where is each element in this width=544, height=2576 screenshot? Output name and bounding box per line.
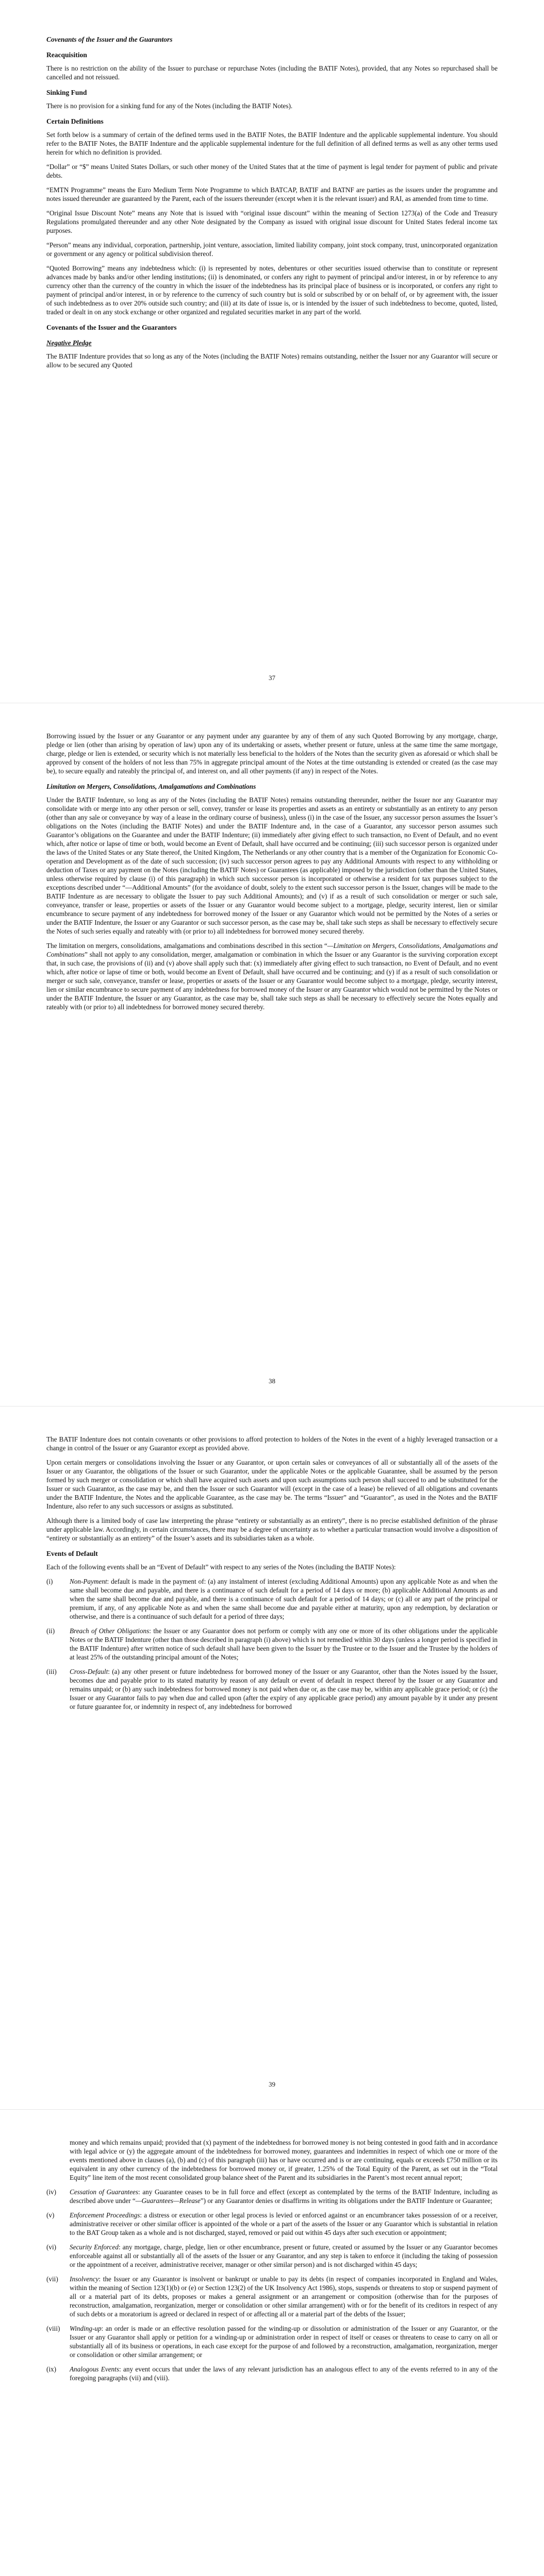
clause-number: (v) bbox=[46, 2211, 55, 2219]
definitions-intro: Set forth below is a summary of certain of the defined terms used in the BATIF Notes, the BATIF Indenture and the applicable supplemental indenture. You should refer to the BATIF Notes, the BATIF Indenture and the applicable supplemental indenture for the full definition of all defined terms as well as any other terms used herein for which no definition is provided. bbox=[46, 131, 498, 156]
default-clause-cessation bbox=[46, 2188, 498, 2205]
page-37 bbox=[0, 0, 544, 703]
clause-text: : the Issuer or any Guarantor does not perform or comply with any one or more of its other obligations under the applicable Notes or the BATIF Indenture (other than those described in paragraph (i) above) which is not remedied within 30 days (unless a longer period is specified in the BATIF Indenture) after written notice of such default shall have been given to the Issuer by the Trustee or to the Issuer and the Trustee by the holders of at least 25% of the outstanding principal amount of the Notes; bbox=[70, 1627, 498, 1661]
definitions-heading: Certain Definitions bbox=[46, 117, 104, 125]
clause-body bbox=[70, 2243, 498, 2269]
page-number: 37 bbox=[269, 674, 275, 682]
events-of-default-heading: Events of Default bbox=[46, 1550, 98, 1557]
default-clause-winding-up bbox=[46, 2324, 498, 2359]
mergers-text-2 bbox=[46, 941, 498, 1011]
sinking-fund-text: There is no provision for a sinking fund for any of the Notes (including the BATIF Notes). bbox=[46, 102, 293, 110]
clause-title: Security Enforced bbox=[70, 2243, 119, 2251]
negative-pledge-text: The BATIF Indenture provides that so long as any of the Notes (including the BATIF Notes) remains outstanding, neither the Issuer nor any Guarantor will secure or allow to be secured any Quoted bbox=[46, 352, 498, 369]
clause-text: : an order is made or an effective resolution passed for the winding-up or dissolution or administration of the Issuer or any Guarantor, or the Issuer or any Guarantor shall apply or petition for a winding-up or administration order in respect of itself or ceases or threatens to cease to carry on all or substantially all of its business or operations, in each case except for the purpose of and followed by a reconstruction, amalgamation, reorganization, merger or consolidation or other similar arrangement; or bbox=[70, 2325, 498, 2359]
mergers-text-2-ref: —Limitation on Mergers, Consolidations, Amalgamations and Combinations bbox=[46, 942, 498, 958]
clause-text: : any Guarantee ceases to be in full force and effect (except as contemplated by the terms of the BATIF Indenture, including as described above under “ bbox=[70, 2188, 498, 2205]
clause-title: Cross-Default bbox=[70, 1668, 108, 1675]
default-clause-non-payment bbox=[46, 1577, 498, 1621]
clause-number: (ii) bbox=[46, 1627, 55, 1635]
default-clause-analogous bbox=[46, 2365, 498, 2382]
clause-text: : the Issuer or any Guarantor is insolvent or bankrupt or unable to pay its debts (in respect of companies incorporated in England and Wales, within the meaning of Section 123(1)(b) or (e) or Section 123(2) of the UK Insolvency Act 1986), stops, suspends or threatens to stop or suspend payment of all or a material part of its debts, proposes or makes a general assignment or an arrangement or composition (otherwise than for the purposes of reconstruction, amalgamation, reorganization, merger or consolidation or other similar arrangement) with or for the benefit of its creditors in respect of any of such debts or a moratorium is agreed or declared in respect of or affecting all or a material part of the debts of the Issuer; bbox=[70, 2275, 498, 2318]
clause-title: Breach of Other Obligations bbox=[70, 1627, 150, 1635]
reacquisition-text: There is no restriction on the ability of the Issuer to purchase or repurchase Notes (including the BATIF Notes), provided, that any Notes so repurchased shall be cancelled and not reissued. bbox=[46, 64, 498, 81]
default-clause-cross-default bbox=[46, 1667, 498, 1711]
clause-body bbox=[70, 2324, 498, 2359]
definition-quoted-borrowing: “Quoted Borrowing” means any indebtedness which: (i) is represented by notes, debentures or other securities issued otherwise than to constitute or represent advances made by banks and/or other lending institutions; (ii) is denominated, or confers any right to payment of principal and/or interest, in or by reference to any currency other than the currency of the country in which the issuer of the indebtedness has its principal place of business or is incorporated, or confers any right to payment of principal and/or interest, in or by reference to the currency of such country but is sold or subscribed by or on behalf of, or by agreement with, the issuer of such indebtedness as to over 20% outside such country; and (iii) at its date of issue is, or is intended by the issuer of such indebtedness to become, quoted, listed, traded or dealt in on any stock exchange or other organized and regulated securities market in any part of the world. bbox=[46, 264, 498, 316]
default-clause-security bbox=[46, 2243, 498, 2269]
definition-dollar: “Dollar” or “$” means United States Dollars, or such other money of the United States that at the time of payment is legal tender for payment of public and private debts. bbox=[46, 163, 498, 179]
events-of-default-intro: Each of the following events shall be an “Event of Default” with respect to any series of the Notes (including the BATIF Notes): bbox=[46, 1563, 396, 1571]
sinking-fund-heading: Sinking Fund bbox=[46, 89, 87, 96]
mergers-text-1: Under the BATIF Indenture, so long as any of the Notes (including the BATIF Notes) remains outstanding thereunder, neither the Issuer nor any Guarantor may consolidate with or merge into any other person or sell, convey, transfer or lease its properties and assets as an entirety or substantially as an entirety to any person (other than any sale or conveyance by way of a lease in the ordinary course of business), unless (i) in the case of the Issuer, any successor person assumes the Issuer’s obligations on the Notes (including the BATIF Notes) and under the BATIF Indenture and, in the case of a Guarantor, any successor person assumes such Guarantor’s obligations on the Guarantee and under the BATIF Indenture; (ii) immediately after giving effect to such transaction, no Event of Default, and no event which, after notice or lapse of time or both, would become an Event of Default, shall have occurred and be continuing; (iii) such successor person is organized under the laws of the United States or any State thereof, the United Kingdom, The Netherlands or any other country that is a member of the Organization for Economic Co-operation and Development as of the date of such succession; (iv) such successor person agrees to pay any Additional Amounts with respect to any withholding or deduction of Taxes or any payment on the Notes (including the BATIF Notes) or Guarantees (as applicable) imposed by the jurisdiction (other than the United States, unless otherwise required by clause (i) of this paragraph) in which such successor person is incorporated or otherwise a resident for tax purposes subject to the exceptions described under “—Additional Amounts” (for the avoidance of doubt, solely to the extent such successor person is the Issuer, changes will be made to the BATIF Indenture as are necessary to obligate the Issuer to pay such Additional Amounts); and (v) if as a result of such consolidation or merger or such sale, conveyance, transfer or lease, properties or assets of the Issuer or any Guarantor would become subject to a mortgage, pledge, security interest, lien or similar encumbrance to secure payment of any indebtedness for borrowed money of the Issuer or any Guarantor which would not be permitted by the Notes of a series or under the BATIF Indenture, the Issuer or any Guarantor or such successor person, as the case may be, shall take such steps as shall be necessary to effectively secure the Notes of such series equally and rateably with (or prior to) all indebtedness for borrowed money secured thereby. bbox=[46, 796, 498, 935]
default-clause-insolvency bbox=[46, 2275, 498, 2318]
clause-tail: ”) or any Guarantor denies or disaffirms in writing its obligations under the BATIF Indenture or Guarantee; bbox=[200, 2197, 492, 2205]
clause-title: Insolvency bbox=[70, 2275, 99, 2283]
clause-text: : (a) any other present or future indebtedness for borrowed money of the Issuer or any Guarantor, other than the Notes issued by the Issuer, becomes due and payable prior to its stated maturity by reason of any default or event of default in respect thereof by the Issuer or any Guarantor and remains unpaid; or (b) any such indebtedness for borrowed money is not paid when due or, as the case may be, within any applicable grace period; or (c) the Issuer or any Guarantor fails to pay when due and called upon (after the expiry of any applicable grace period) any amount payable by it under any present or future guarantee for, or indemnity in respect of, any indebtedness for borrowed bbox=[70, 1668, 498, 1710]
clause-title: Cessation of Guarantees bbox=[70, 2188, 139, 2196]
clause-text: : any event occurs that under the laws of any relevant jurisdiction has an analogous effect to any of the events referred to in any of the foregoing paragraphs (vii) and (viii). bbox=[70, 2365, 498, 2382]
page-39 bbox=[0, 1406, 544, 2110]
clause-text: : a distress or execution or other legal process is levied or enforced against or an encumbrancer takes possession of or a receiver, administrative receiver or other similar officer is appointed of the whole or a part of the assets of the Issuer or any Guarantor which is substantial in relation to the BAT Group taken as a whole and is not discharged, stayed, removed or paid out within 45 days after such execution or appointment; bbox=[70, 2211, 498, 2236]
default-clause-breach bbox=[46, 1626, 498, 1662]
default-clause-enforcement bbox=[46, 2211, 498, 2237]
clause-body bbox=[70, 2211, 498, 2237]
clause-title: Non-Payment bbox=[70, 1578, 107, 1585]
clause-number: (viii) bbox=[46, 2325, 60, 2332]
clause-number: (i) bbox=[46, 1578, 53, 1585]
clause-number: (vii) bbox=[46, 2275, 58, 2283]
clause-body bbox=[70, 2188, 498, 2205]
covenants-heading: Covenants of the Issuer and the Guarantors bbox=[46, 324, 177, 331]
negative-pledge-continued: Borrowing issued by the Issuer or any Guarantor or any payment under any guarantee by any of them of any such Quoted Borrowing by any mortgage, charge, pledge or lien (other than arising by operation of law) upon any of its undertaking or assets, whether present or future, unless at the same time the same mortgage, charge, pledge or lien is extended, or security which is not materially less beneficial to the holders of the Notes than the security given as aforesaid or which shall be approved by consent of the holders of not less than 75% in aggregate principal amount of the Notes at the time outstanding is extended or created (as the case may be), to secure equally and rateably the principal of, and interest on, and all other payments (if any) in respect of the Notes. bbox=[46, 732, 498, 775]
definition-oid: “Original Issue Discount Note” means any Note that is issued with “original issue discount” within the meaning of Section 1273(a) of the Code and Treasury Regulations promulgated thereunder and any other Note designated by the Company as issued with original issue discount for United States federal income tax purposes. bbox=[46, 209, 498, 234]
page-38 bbox=[0, 703, 544, 1406]
cross-default-continued: money and which remains unpaid; provided that (x) payment of the indebtedness for borrowed money is not being contested in good faith and in accordance with legal advice or (y) the aggregate amount of the indebtedness for borrowed money, guarantees and indemnities in respect of which one or more of the events mentioned above in clauses (a), (b) and (c) of this paragraph (iii) has or have occurred and is or are continuing, equals or exceeds £750 million or its equivalent in any other currency of the indebtedness for borrowed money or, if greater, 1.25% of the Total Equity of the Parent, as set out in the “Total Equity” line item of the most recent consolidated group balance sheet of the Parent and its subsidiaries in the Parent’s most recent annual report; bbox=[70, 2139, 498, 2181]
clause-body bbox=[70, 1626, 498, 1662]
succession-text: Upon certain mergers or consolidations involving the Issuer or any Guarantor, or upon certain sales or conveyances of all or substantially all of the assets of the Issuer or any Guarantor, the obligations of the Issuer or such Guarantor, under the applicable Notes or the applicable Guarantee, shall be assumed by the person formed by such merger or consolidation or which shall have acquired such assets and upon such assumptions such person shall succeed to and be substituted for the Issuer or such Guarantor, as the case may be, and then the Issuer or such Guarantor will (except in the case of a lease) be relieved of all obligations and covenants under the BATIF Indenture, the Notes and the applicable Guarantee, as the case may be. The terms “Issuer” and “Guarantor”, as used in the Notes and the BATIF Indenture, also refer to any such successors or assigns as substituted. bbox=[46, 1459, 498, 1510]
clause-number: (iv) bbox=[46, 2188, 57, 2196]
clause-number: (ix) bbox=[46, 2365, 57, 2373]
definition-person: “Person” means any individual, corporation, partnership, joint venture, association, limited liability company, joint stock company, trust, unincorporated organization or government or any agency or political subdivision thereof. bbox=[46, 241, 498, 258]
clause-body bbox=[70, 2275, 498, 2318]
clause-body bbox=[70, 1577, 498, 1621]
clause-body bbox=[70, 2365, 498, 2382]
mergers-text-2-post: ” shall not apply to any consolidation, merger, amalgamation or combination in which the Issuer or any Guarantor is the surviving corporation except that, in such case, the provisions of (ii) and (v) above shall apply such that: (x) immediately after giving effect to such transaction, no Event of Default, and no event which, after notice or lapse of time or both, would become an Event of Default, shall have occurred and be continuing; and (y) if as a result of such consolidation or merger or such sale, conveyance, transfer or lease, properties or assets of the Issuer or any Guarantor would become subject to a mortgage, pledge, security interest, lien or similar encumbrance to secure payment of any indebtedness for borrowed money of the Issuer or any Guarantor which would not be permitted by the Notes or under the BATIF Indenture, the Issuer or any Guarantor, as the case may be, shall take such steps as shall be necessary to effectively secure the Notes equally and rateably with (or prior to) all indebtedness for borrowed money secured thereby. bbox=[46, 951, 498, 1011]
clause-title: Winding-up bbox=[70, 2325, 102, 2332]
clause-ref: —Guarantees—Release bbox=[135, 2197, 201, 2205]
page-number: 38 bbox=[269, 1377, 275, 1385]
entirety-text: Although there is a limited body of case law interpreting the phrase “entirety or substantially as an entirety”, there is no precise established definition of the phrase under applicable law. Accordingly, in certain circumstances, there may be a degree of uncertainty as to whether a particular transaction would involve a disposition of “entirety or substantially as an entirety” of the Issuer’s assets and its subsidiaries taken as a whole. bbox=[46, 1517, 498, 1542]
negative-pledge-heading: Negative Pledge bbox=[46, 339, 92, 347]
clause-title: Enforcement Proceedings bbox=[70, 2211, 140, 2219]
definition-emtn: “EMTN Programme” means the Euro Medium Term Note Programme to which BATCAP, BATIF and BATNF are parties as the issuers under the programme and notes issued thereunder are guaranteed by the Parent, each of the issuers thereunder (except when it is the relevant issuer) and RAI, as amended from time to time. bbox=[46, 186, 498, 202]
clause-number: (vi) bbox=[46, 2243, 57, 2251]
mergers-heading: Limitation on Mergers, Consolidations, Amalgamations and Combinations bbox=[46, 783, 256, 790]
reacquisition-heading: Reacquisition bbox=[46, 51, 87, 59]
clause-number: (iii) bbox=[46, 1668, 57, 1675]
clause-title: Analogous Events bbox=[70, 2365, 119, 2373]
mergers-text-2-pre: The limitation on mergers, consolidations, amalgamations and combinations described in this section “ bbox=[46, 942, 327, 950]
page-40 bbox=[0, 2110, 544, 2576]
page-number: 39 bbox=[269, 2080, 275, 2088]
clause-text: : default is made in the payment of: (a) any instalment of interest (excluding Additional Amounts) upon any applicable Note as and when the same shall become due and payable, and there is a continuance of such default for a period of 14 days or more; (b) applicable Additional Amounts as and when the same shall become due and payable, and there is a continuance of such default for a period of 14 days; or (c) all or any part of the principal or premium, if any, of any applicable Note as and when the same shall become due and payable either at maturity, upon any redemption, by declaration or otherwise, and there is a continuance of such default for a period of three days; bbox=[70, 1578, 498, 1620]
protection-text: The BATIF Indenture does not contain covenants or other provisions to afford protection to holders of the Notes in the event of a highly leveraged transaction or a change in control of the Issuer or any Guarantor except as provided above. bbox=[46, 1435, 498, 1452]
clause-text: : any mortgage, charge, pledge, lien or other encumbrance, present or future, created or assumed by the Issuer or any Guarantor becomes enforceable against all or substantially all of the assets of the Issuer or any Guarantor, and any step is taken to enforce it (including the taking of possession or the appointment of a receiver, administrative receiver, manager or other similar person) and is not discharged within 45 days; bbox=[70, 2243, 498, 2268]
section-title: Covenants of the Issuer and the Guarantors bbox=[46, 36, 173, 43]
clause-body bbox=[70, 1667, 498, 1711]
